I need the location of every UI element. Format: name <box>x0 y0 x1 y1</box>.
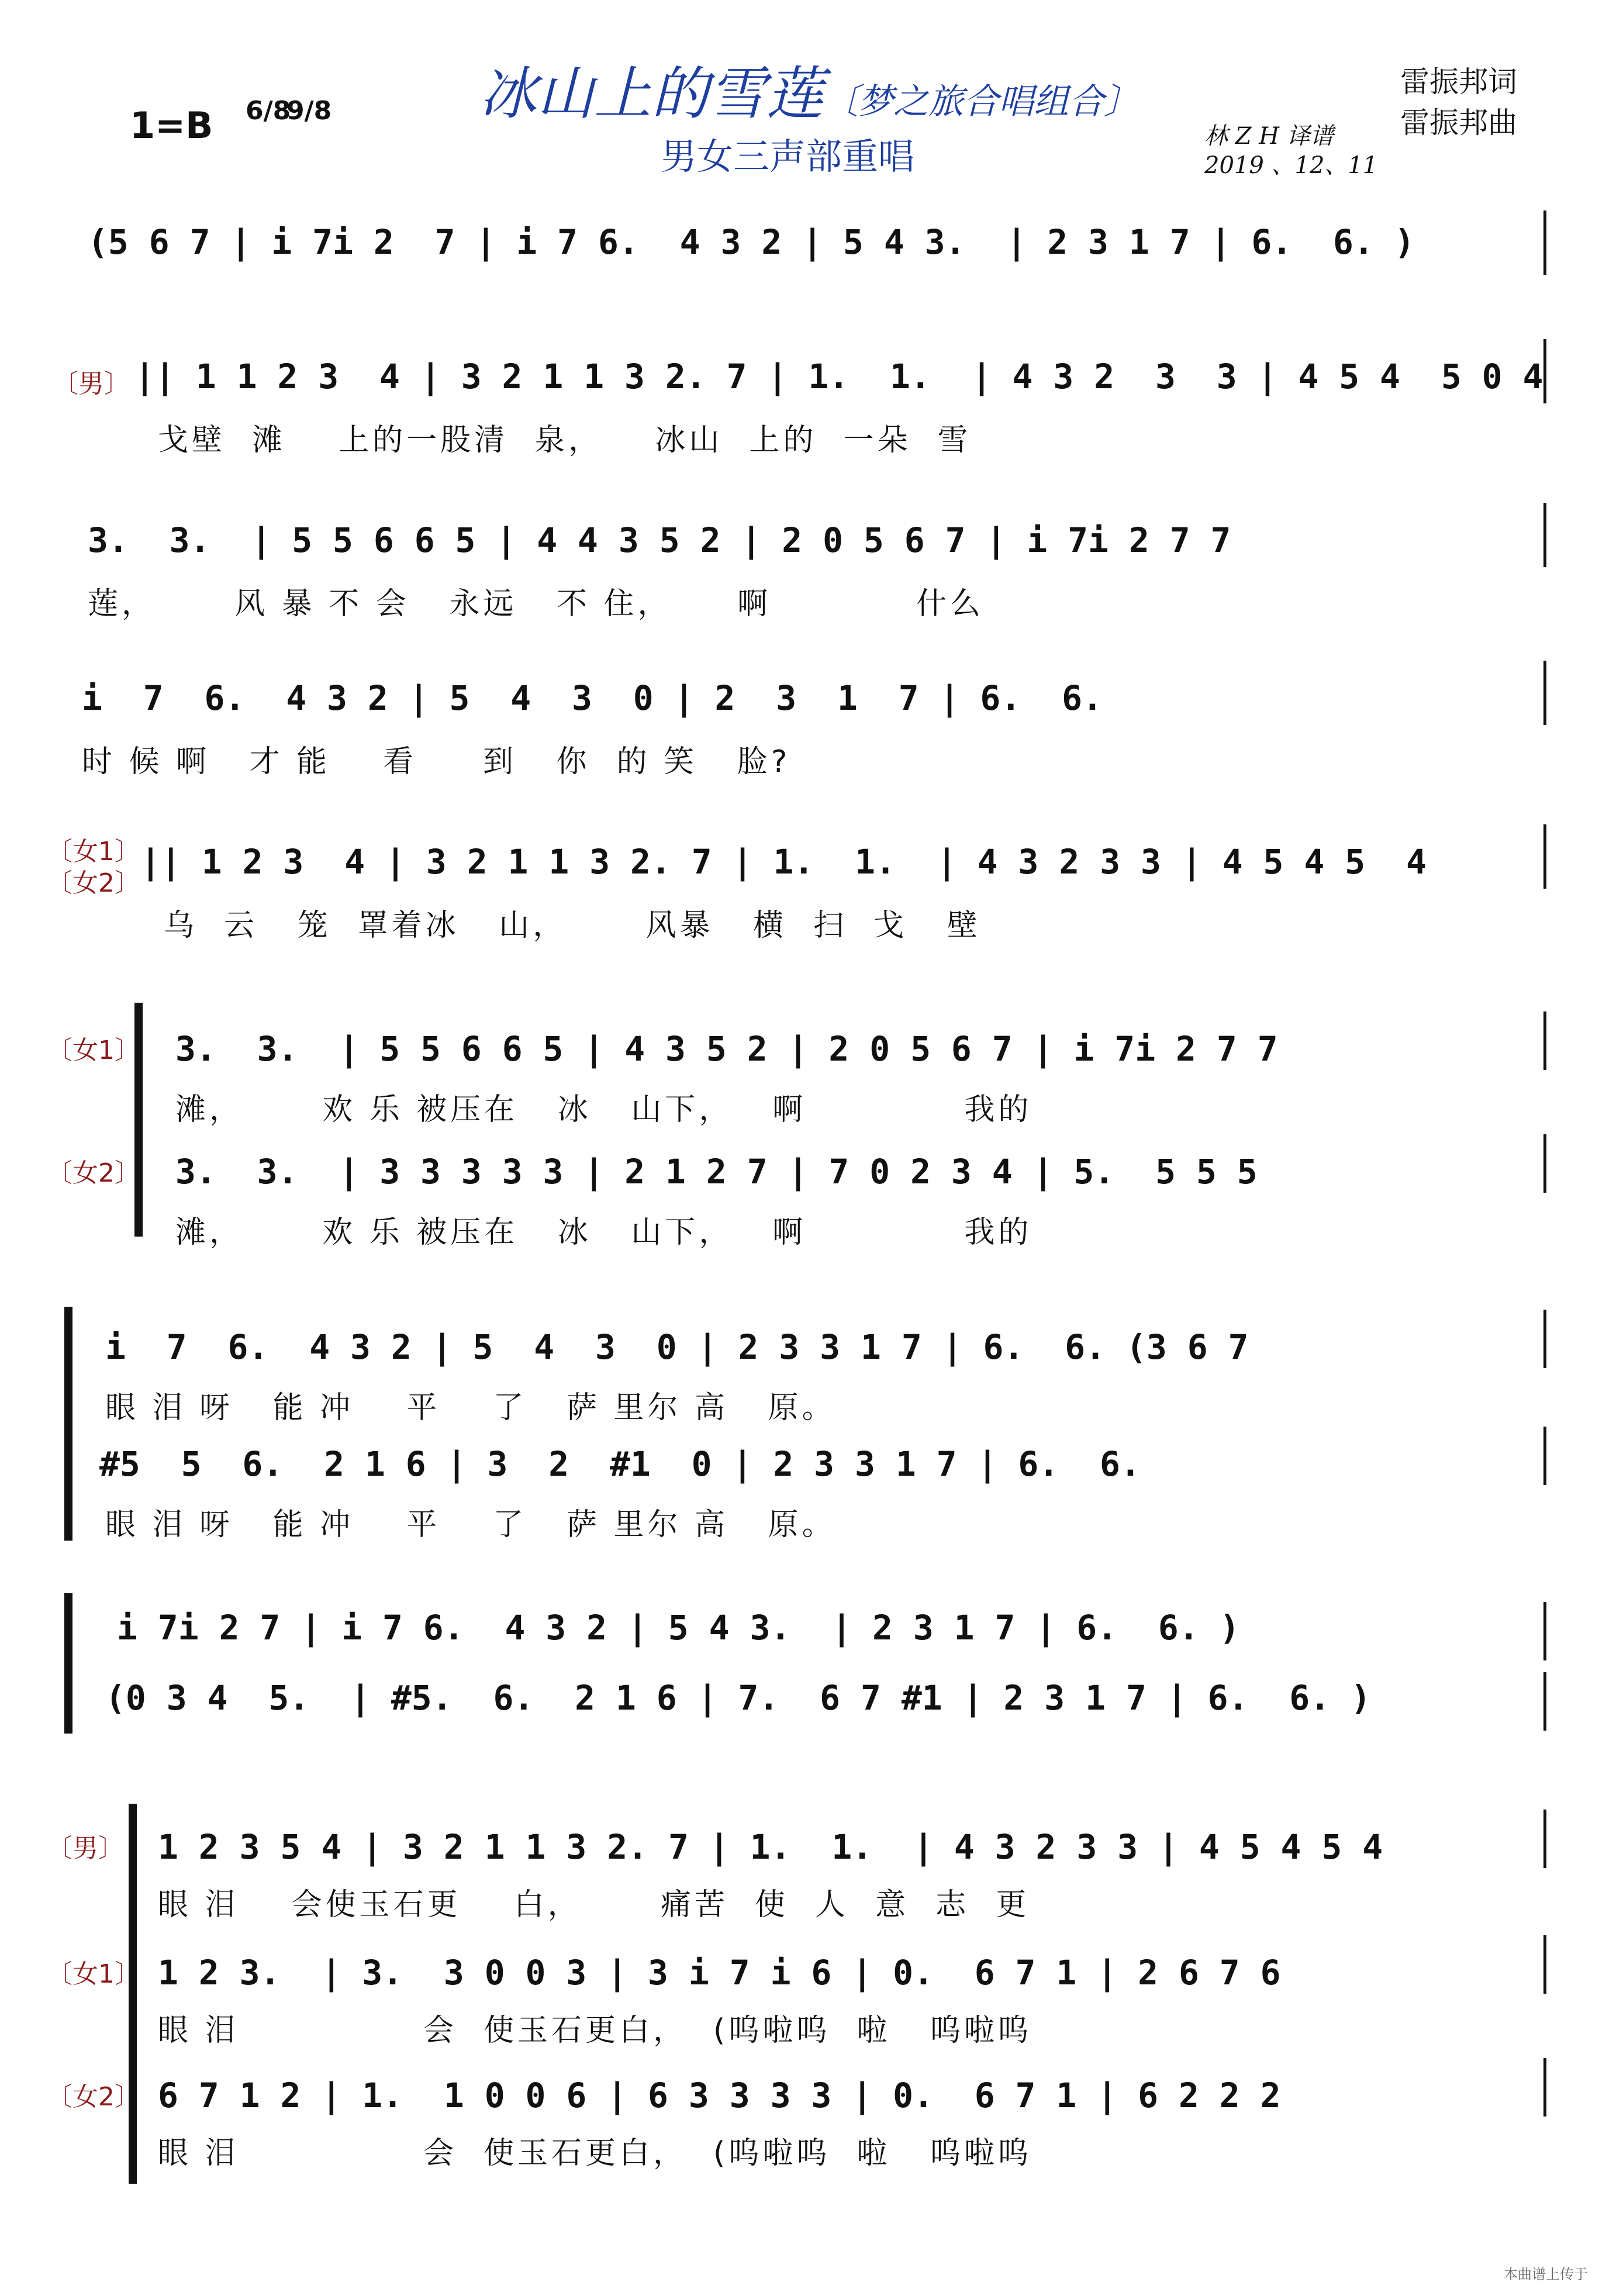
system-female-unison <box>47 824 1567 953</box>
barline <box>1543 1134 1546 1193</box>
system-lower-b <box>58 1427 1567 1542</box>
lyrics-line: 眼 泪 会使玉石更 白， 痛苦 使 人 意 志 更 <box>158 1887 1030 1922</box>
barline <box>1543 1935 1546 1994</box>
lyrics-line: 乌 云 笼 罩着冰 山， 风暴 横 扫 戈 壁 <box>164 908 981 943</box>
time-signature-2: 9/8 <box>286 96 332 126</box>
notes-line: i 7 6. 4 3 2 | 5 4 3 0 | 2 3 1 7 | 6. 6. <box>82 678 1103 718</box>
barline <box>1543 503 1546 567</box>
notes-line: 6 7 1 2 | 1. 1 0 0 6 | 6 3 3 3 3 | 0. 6 7 1 | 6 2 2 2 <box>158 2076 1281 2115</box>
lyrics-line: 眼 泪 呀 能 冲 平 了 萨 里尔 高 原。 <box>105 1507 836 1542</box>
lyrics-line: 莲， 风 暴 不 会 永远 不 住， 啊 什么 <box>88 586 984 622</box>
composer: 雷振邦曲 <box>1400 106 1517 140</box>
lyrics-line: 滩， 欢 乐 被压在 冰 山下， 啊 我的 <box>175 1215 1032 1250</box>
time-signature-1: 6/8 <box>246 96 291 126</box>
notes-line: 1 2 3. | 3. 3 0 0 3 | 3 i 7 i 6 | 0. 6 7 1 | 2 6 7 6 <box>158 1953 1281 1993</box>
barline <box>1543 339 1546 403</box>
notes-line: i 7 6. 4 3 2 | 5 4 3 0 | 2 3 3 1 7 | 6. 6. (3 6 7 <box>105 1327 1249 1367</box>
lyrics-line: 戈壁 滩 上的一股清 泉， 冰山 上的 一朵 雪 <box>158 423 972 458</box>
title-note: 〔梦之旅合唱组合〕 <box>823 81 1139 122</box>
transcription-date: 2019 、12、11 <box>1204 152 1378 179</box>
system-female2-d <box>47 2058 1567 2171</box>
barline <box>1543 1427 1546 1485</box>
upload-footer: 本曲谱上传于 <box>1504 2266 1588 2283</box>
voice-label: 〔女1〕 <box>47 1035 140 1065</box>
system-interlude-lower <box>58 1672 1567 1731</box>
notes-line: 3. 3. | 5 5 6 6 5 | 4 3 5 2 | 2 0 5 6 7 | i 7i 2 7 7 <box>175 1029 1278 1069</box>
system-female1-d <box>47 1935 1567 2048</box>
key-signature: 1=B <box>130 104 213 147</box>
notes-line: || 1 2 3 4 | 3 2 1 1 3 2. 7 | 1. 1. | 4 3 2 3 3 | 4 5 4 5 4 <box>140 842 1427 882</box>
notes-line: (5 6 7 | i 7i 2 7 | i 7 6. 4 3 2 | 5 4 3. | 2 3 1 7 | 6. 6. ) <box>88 222 1415 262</box>
system-male-2 <box>58 503 1567 631</box>
lyrics-line: 时 候 啊 才 能 看 到 你 的 笑 脸? <box>82 744 791 779</box>
system-male-d <box>47 1810 1567 1922</box>
barline <box>1543 1310 1546 1368</box>
voice-label: 〔女2〕 <box>47 1158 140 1188</box>
system-upper-b <box>58 1310 1567 1425</box>
voice-label: 〔男〕 <box>53 369 130 399</box>
lyrics-line: 眼 泪 呀 能 冲 平 了 萨 里尔 高 原。 <box>105 1390 836 1425</box>
system-female2-a <box>47 1134 1567 1250</box>
lyricist: 雷振邦词 <box>1400 65 1517 99</box>
lyrics-line: 滩， 欢 乐 被压在 冰 山下， 啊 我的 <box>175 1092 1032 1127</box>
system-male-3 <box>58 661 1567 789</box>
barline <box>1543 661 1546 725</box>
barline <box>1543 1602 1546 1660</box>
barline <box>1543 1672 1546 1731</box>
notes-line: 3. 3. | 5 5 6 6 5 | 4 4 3 5 2 | 2 0 5 6 7 | i 7i 2 7 7 <box>88 520 1231 560</box>
notes-line: 1 2 3 5 4 | 3 2 1 1 3 2. 7 | 1. 1. | 4 3 2 3 3 | 4 5 4 5 4 <box>158 1827 1383 1867</box>
notes-line: i 7i 2 7 | i 7 6. 4 3 2 | 5 4 3. | 2 3 1 7 | 6. 6. ) <box>117 1608 1240 1648</box>
score-title: 冰山上的雪莲〔梦之旅合唱组合〕 <box>479 61 1139 127</box>
lyrics-line: 眼 泪 会 使玉石更白， (呜啦呜 啦 呜啦呜 <box>158 2136 1032 2171</box>
lyrics-line: 眼 泪 会 使玉石更白， (呜啦呜 啦 呜啦呜 <box>158 2013 1032 2048</box>
barline <box>1543 1011 1546 1070</box>
system-intro <box>58 210 1567 275</box>
notes-line: 3. 3. | 3 3 3 3 3 | 2 1 2 7 | 7 0 2 3 4 | 5. 5 5 5 <box>175 1152 1258 1192</box>
system-male-1 <box>53 339 1567 468</box>
voice-label: 〔男〕 <box>47 1834 124 1863</box>
notes-line: || 1 1 2 3 4 | 3 2 1 1 3 2. 7 | 1. 1. | 4 3 2 3 3 | 4 5 4 5 0 4 <box>134 357 1543 396</box>
barline <box>1543 824 1546 889</box>
transcriber-name: 林 Z H 译谱 <box>1204 123 1334 150</box>
system-female1-a <box>47 1011 1567 1127</box>
notes-line: (0 3 4 5. | #5. 6. 2 1 6 | 7. 6 7 #1 | 2 3 1 7 | 6. 6. ) <box>105 1678 1371 1718</box>
voice-label: 〔女1〕 <box>47 1959 140 1989</box>
barline <box>1543 2058 1546 2117</box>
system-interlude-upper <box>58 1602 1567 1660</box>
voice-label: 〔女1〕〔女2〕 <box>47 837 140 898</box>
notes-line: #5 5 6. 2 1 6 | 3 2 #1 0 | 2 3 3 1 7 | 6. 6. <box>99 1444 1141 1484</box>
barline <box>1543 210 1546 275</box>
voice-label: 〔女2〕 <box>47 2082 140 2112</box>
barline <box>1543 1810 1546 1868</box>
transcriber <box>1204 122 1377 180</box>
score-subtitle: 男女三声部重唱 <box>661 135 915 178</box>
